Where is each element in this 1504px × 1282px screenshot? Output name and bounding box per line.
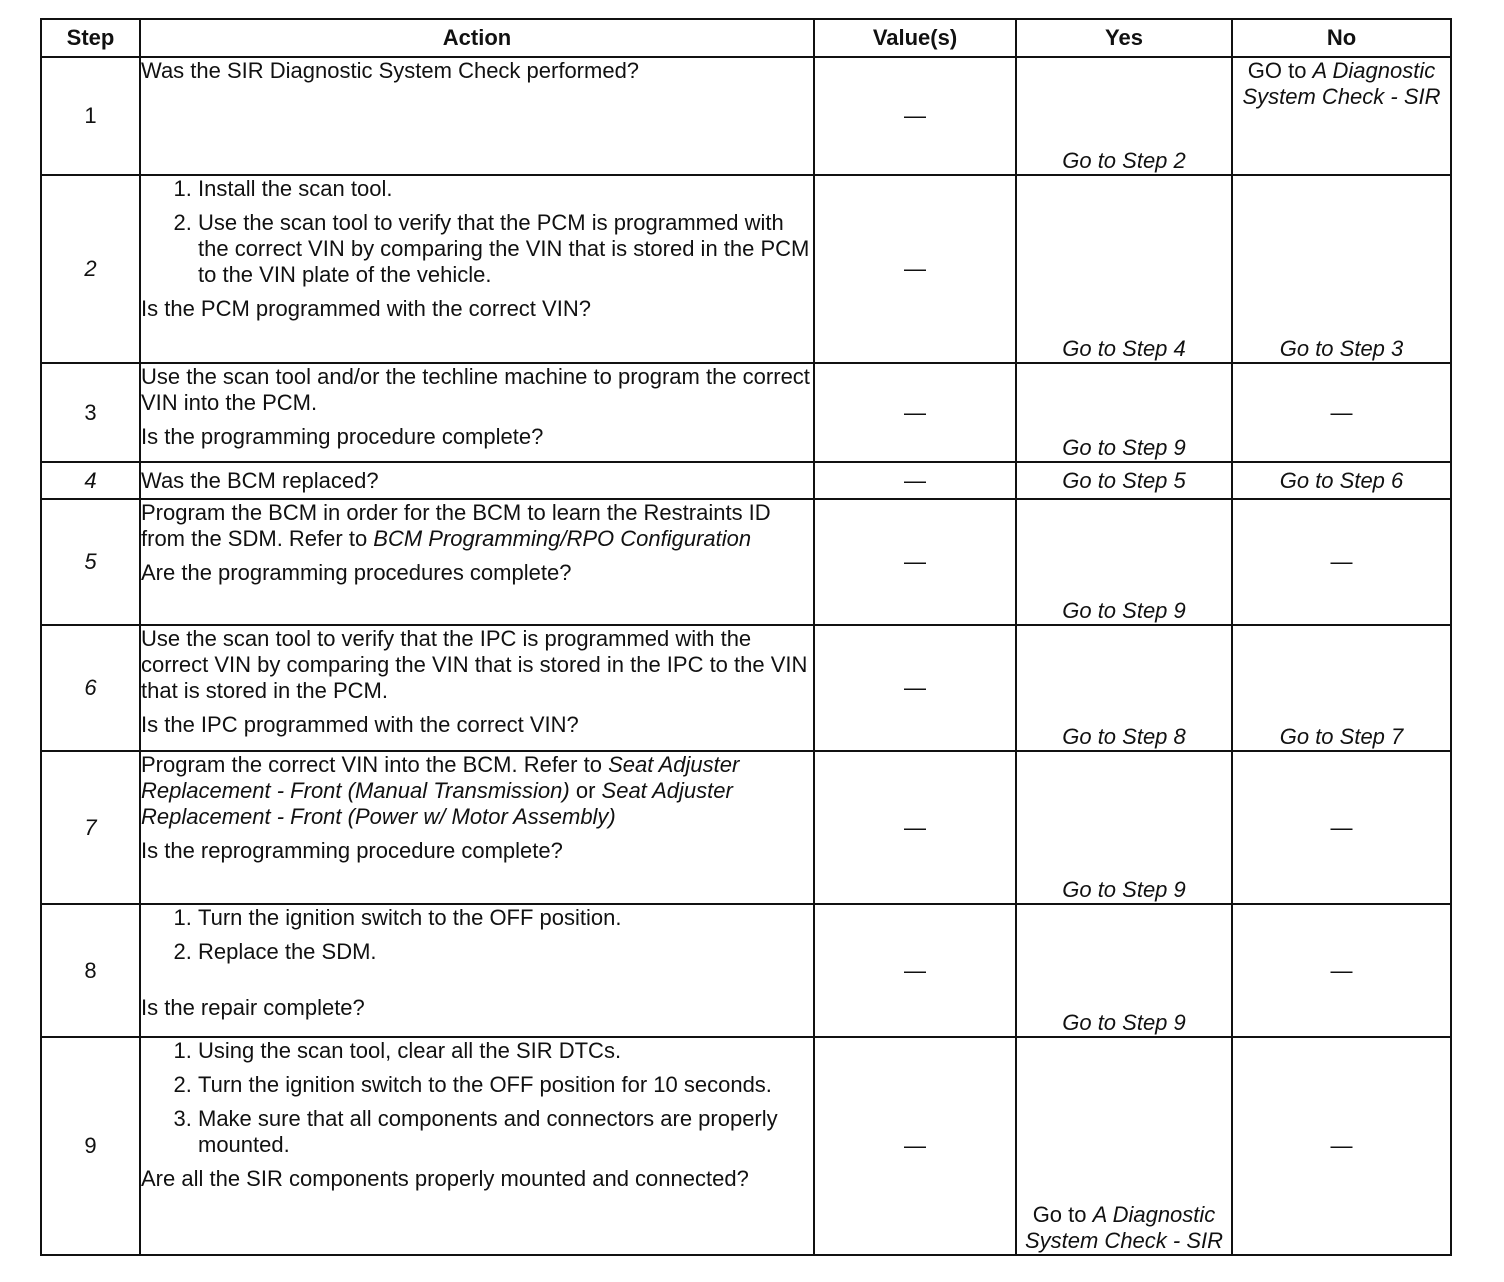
step-number: 8 [41,904,140,1037]
yes-goto-link[interactable]: Go to Step 9 [1016,499,1232,625]
action-cell [140,751,814,904]
action-question: Is the programming procedure complete? [141,424,544,449]
action-question: Is the repair complete? [141,995,365,1020]
yes-link-text: A Diagnostic System Check - SIR [1024,1202,1224,1253]
step-number: 1 [41,57,140,175]
action-cell [140,499,814,625]
action-cell [140,175,814,363]
header-no: No [1232,19,1451,57]
action-text [141,500,813,552]
no-value-cell: — [1232,904,1451,1037]
no-link-text: A Diagnostic System Check - SIR [1242,58,1441,109]
table-row [41,499,1451,625]
value-cell: — [814,904,1016,1037]
step-number: 6 [41,625,140,751]
list-item: 1. Using the scan tool, clear all the SIR DTCs. [198,1038,813,1064]
list-item: 2. Turn the ignition switch to the OFF position for 10 seconds. [198,1072,813,1098]
table-row [41,462,1451,499]
header-yes: Yes [1016,19,1232,57]
action-text: Was the BCM replaced? [141,467,379,493]
no-value-cell: — [1232,1037,1451,1255]
value-cell: — [814,363,1016,462]
action-text-body: Program the BCM in order for the BCM to learn the Restraints ID from the SDM. Refer to [141,500,771,551]
diagnostic-table [40,18,1452,1256]
table-row [41,175,1451,363]
action-cell [140,904,814,1037]
no-value-cell: — [1232,363,1451,462]
table-row [41,904,1451,1037]
step-number: 5 [41,499,140,625]
action-cell [140,625,814,751]
header-values: Value(s) [814,19,1016,57]
yes-goto-link[interactable]: Go to Step 9 [1016,904,1232,1037]
no-goto-link[interactable]: Go to Step 6 [1232,462,1451,499]
yes-goto-link[interactable]: Go to Step 5 [1016,462,1232,499]
step-number: 2 [41,175,140,363]
action-cell [140,462,814,499]
reference-link[interactable]: BCM Programming/RPO Configuration [373,526,752,551]
list-item: 1. Install the scan tool. [198,176,813,202]
no-goto-link[interactable] [1232,57,1451,175]
action-cell [140,363,814,462]
reference-link[interactable]: Seat Adjuster Replacement - Front (Power w/ Motor Assembly) [141,778,733,829]
action-question: Is the reprogramming procedure complete? [141,838,563,863]
table-row [41,57,1451,175]
action-question: Is the PCM programmed with the correct VIN? [141,296,591,321]
action-text-or: or [569,778,602,803]
action-question: Are the programming procedures complete? [141,560,572,585]
no-prefix: GO to [1247,58,1313,83]
yes-goto-link[interactable]: Go to Step 9 [1016,751,1232,904]
action-text: Use the scan tool to verify that the IPC is programmed with the correct VIN by comparing the VIN that is stored in the IPC to the VIN that is stored in the PCM. [141,626,808,703]
list-item: 3. Make sure that all components and connectors are properly mounted. [198,1106,813,1158]
action-steps-list [141,1038,813,1158]
yes-goto-link[interactable] [1016,1037,1232,1255]
action-cell [140,1037,814,1255]
yes-goto-link[interactable]: Go to Step 9 [1016,363,1232,462]
value-cell: — [814,625,1016,751]
action-steps-list [141,905,813,965]
no-goto-link[interactable]: Go to Step 3 [1232,175,1451,363]
action-text [141,752,813,830]
value-cell: — [814,462,1016,499]
list-item: 1. Turn the ignition switch to the OFF position. [198,905,813,931]
step-number: 3 [41,363,140,462]
header-step: Step [41,19,140,57]
action-question: Are all the SIR components properly mounted and connected? [141,1166,749,1191]
value-cell: — [814,57,1016,175]
header-row [41,19,1451,57]
action-cell [140,57,814,175]
action-steps-list [141,176,813,288]
table-row [41,751,1451,904]
table-row [41,363,1451,462]
yes-goto-link[interactable]: Go to Step 2 [1016,57,1232,175]
value-cell: — [814,499,1016,625]
action-text: Use the scan tool and/or the techline machine to program the correct VIN into the PCM. [141,364,810,415]
table-row [41,625,1451,751]
action-question: Is the IPC programmed with the correct VIN? [141,712,579,737]
no-value-cell: — [1232,499,1451,625]
action-text-body: Program the correct VIN into the BCM. Refer to [141,752,609,777]
value-cell: — [814,1037,1016,1255]
yes-goto-link[interactable]: Go to Step 4 [1016,175,1232,363]
value-cell: — [814,175,1016,363]
yes-goto-link[interactable]: Go to Step 8 [1016,625,1232,751]
action-text: Was the SIR Diagnostic System Check performed? [141,58,640,83]
reference-link[interactable]: Seat Adjuster Replacement - Front (Manual Transmission) [141,752,740,803]
step-number: 9 [41,1037,140,1255]
list-item: 2. Replace the SDM. [198,939,813,965]
table-row [41,1037,1451,1255]
no-goto-link[interactable]: Go to Step 7 [1232,625,1451,751]
header-action: Action [140,19,814,57]
step-number: 7 [41,751,140,904]
no-value-cell: — [1232,751,1451,904]
list-item: 2. Use the scan tool to verify that the PCM is programmed with the correct VIN by comparing the VIN that is stored in the PCM to the VIN plate of the vehicle. [198,210,813,288]
value-cell: — [814,751,1016,904]
step-number: 4 [41,462,140,499]
yes-prefix: Go to [1032,1202,1093,1227]
